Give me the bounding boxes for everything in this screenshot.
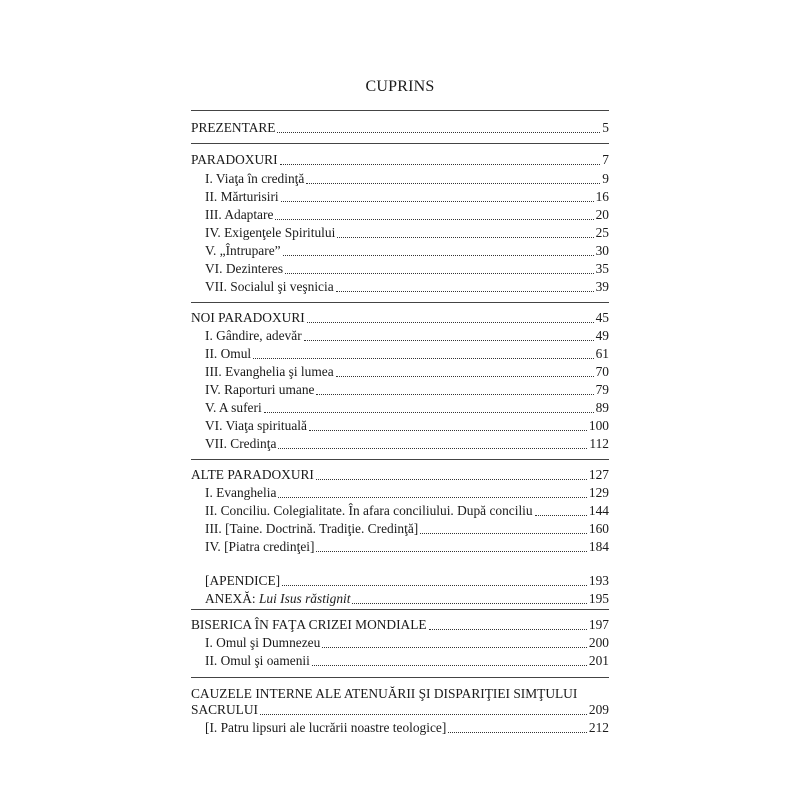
toc-subentry[interactable]: IV. [Piatra credinţei] 184 [205, 539, 609, 554]
toc-subentry[interactable]: II. Omul şi oamenii 201 [205, 653, 609, 668]
toc-subentry[interactable]: VI. Dezinteres 35 [205, 261, 609, 276]
toc-subentry[interactable]: III. Adaptare 20 [205, 207, 609, 222]
leader-dots [275, 219, 593, 220]
toc-entry-paradoxuri[interactable]: PARADOXURI 7 [191, 152, 609, 167]
leader-dots [281, 201, 594, 202]
toc-entry-alte-paradoxuri[interactable]: ALTE PARADOXURI 127 [191, 467, 609, 482]
leader-dots [429, 629, 587, 630]
section-rule [191, 609, 609, 610]
leader-dots [336, 376, 594, 377]
toc-subentry[interactable]: II. Omul 61 [205, 346, 609, 361]
leader-dots [309, 430, 587, 431]
leader-dots [316, 394, 593, 395]
toc-entry-noi-paradoxuri[interactable]: NOI PARADOXURI 45 [191, 310, 609, 325]
toc-subentry[interactable]: IV. Exigenţele Spiritului 25 [205, 225, 609, 240]
toc-subentry[interactable]: VI. Viaţa spirituală 100 [205, 418, 609, 433]
toc-subentry-anexa[interactable]: ANEXĂ: Lui Isus răstignit 195 [205, 591, 609, 606]
leader-dots [253, 358, 593, 359]
leader-dots [336, 291, 594, 292]
section-rule [191, 459, 609, 460]
leader-dots [316, 479, 587, 480]
leader-dots [264, 412, 594, 413]
toc-subentry[interactable]: I. Evanghelia 129 [205, 485, 609, 500]
toc-subentry[interactable]: II. Mărturisiri 16 [205, 189, 609, 204]
section-rule [191, 302, 609, 303]
leader-dots [306, 183, 600, 184]
toc-entry-biserica[interactable]: BISERICA ÎN FAŢA CRIZEI MONDIALE 197 [191, 617, 609, 632]
leader-dots [448, 732, 587, 733]
toc-entry-prezentare[interactable]: PREZENTARE 5 [191, 120, 609, 135]
leader-dots [304, 340, 594, 341]
leader-dots [282, 585, 587, 586]
leader-dots [277, 132, 600, 133]
leader-dots [312, 665, 587, 666]
toc-subentry[interactable]: II. Conciliu. Colegialitate. În afara conciliului. După conciliu 144 [205, 503, 609, 518]
leader-dots [307, 322, 594, 323]
toc-subentry[interactable]: I. Omul şi Dumnezeu 200 [205, 635, 609, 650]
toc-entry-cauzele[interactable]: SACRULUI 209 [191, 702, 609, 717]
toc-subentry[interactable]: I. Gândire, adevăr 49 [205, 328, 609, 343]
toc-subentry-apendice[interactable]: [APENDICE] 193 [205, 573, 609, 588]
leader-dots [352, 603, 586, 604]
leader-dots [278, 448, 587, 449]
section-rule [191, 110, 609, 111]
leader-dots [322, 647, 587, 648]
leader-dots [535, 515, 587, 516]
leader-dots [280, 164, 601, 165]
leader-dots [278, 497, 587, 498]
leader-dots [283, 255, 594, 256]
leader-dots [260, 714, 587, 715]
toc-subentry[interactable]: I. Viaţa în credinţă 9 [205, 171, 609, 186]
toc-subentry[interactable]: VII. Credinţa 112 [205, 436, 609, 451]
toc-subentry[interactable]: VII. Socialul şi veşnicia 39 [205, 279, 609, 294]
section-rule [191, 143, 609, 144]
toc-subentry[interactable]: IV. Raporturi umane 79 [205, 382, 609, 397]
leader-dots [337, 237, 593, 238]
toc-subentry[interactable]: III. [Taine. Doctrină. Tradiţie. Credinţă] 160 [205, 521, 609, 536]
toc-subentry[interactable]: III. Evanghelia şi lumea 70 [205, 364, 609, 379]
leader-dots [420, 533, 587, 534]
leader-dots [316, 551, 586, 552]
toc-entry-cauzele-line1[interactable]: CAUZELE INTERNE ALE ATENUĂRII ŞI DISPARIŢIEI SIMŢULUI [191, 686, 578, 701]
section-rule [191, 677, 609, 678]
page-title: CUPRINS [365, 78, 435, 95]
leader-dots [285, 273, 594, 274]
toc-subentry[interactable]: V. „Întrupare” 30 [205, 243, 609, 258]
toc-subentry[interactable]: V. A suferi 89 [205, 400, 609, 415]
toc-subentry[interactable]: [I. Patru lipsuri ale lucrării noastre teologice] 212 [205, 720, 609, 735]
